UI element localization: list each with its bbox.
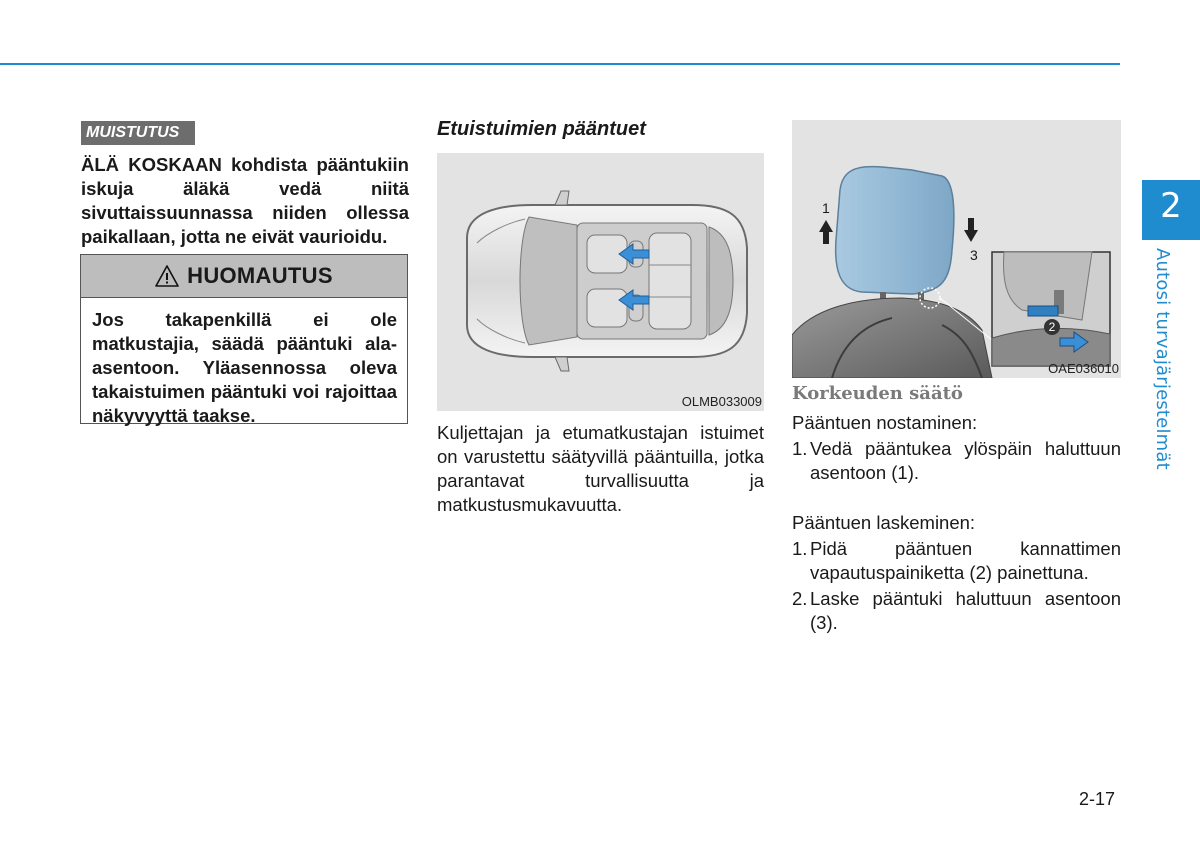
list-item — [792, 437, 1121, 485]
section-heading: Etuistuimien pääntuet — [437, 118, 646, 140]
step-text: Laske pääntuki haluttuun asentoon (3). — [810, 588, 1121, 633]
step-text: Vedä pääntukea ylöspäin haluttuun asentoon (1). — [810, 438, 1121, 483]
figure-label-1: 1 — [822, 200, 830, 216]
caution-text: Jos takapenkillä ei ole matkustajia, säädä pääntuki ala-asentoon. Yläasennossa oleva takaistuimen pääntuki voi rajoittaa näkyvyyttä taakse. — [92, 309, 397, 426]
lower-intro: Pääntuen laskeminen: — [792, 512, 976, 533]
height-adjust-subheading: Korkeuden säätö — [792, 383, 963, 404]
front-headrests-body: Kuljettajan ja etumatkustajan istuimet on varustettu säätyvillä pääntuilla, jotka parantavat turvallisuutta ja matkustusmukavuutta. — [437, 422, 764, 515]
note-label: MUISTUTUS — [81, 121, 195, 145]
page-number: 2-17 — [1079, 789, 1116, 809]
headrest-illustration — [792, 120, 1121, 378]
figure-label-3: 3 — [970, 247, 978, 263]
car-seats-figure — [437, 153, 764, 411]
caution-box — [80, 254, 408, 424]
chapter-title-text: Autosi turvajärjestelmät — [1152, 248, 1173, 470]
step-number: 2. — [792, 588, 808, 609]
figure-code: OAE036010 — [1048, 361, 1119, 376]
figure-code: OLMB033009 — [681, 394, 762, 409]
headrest-adjust-figure — [792, 120, 1121, 378]
list-item — [792, 537, 1121, 585]
raise-intro: Pääntuen nostaminen: — [792, 412, 978, 433]
step-number: 1. — [792, 438, 808, 459]
step-text: Pidä pääntuen kannattimen vapautuspainiketta (2) painettuna. — [810, 538, 1121, 583]
warning-triangle-icon — [155, 265, 179, 287]
header-rule — [0, 63, 1120, 65]
chapter-title — [1152, 248, 1174, 470]
raise-steps — [792, 437, 1121, 487]
list-item — [792, 587, 1121, 635]
caution-title: HUOMAUTUS — [187, 263, 333, 288]
step-number: 1. — [792, 538, 808, 559]
chapter-number: 2 — [1160, 186, 1182, 226]
lower-steps — [792, 537, 1121, 637]
caution-header — [81, 255, 407, 298]
car-topview-illustration — [437, 153, 764, 411]
note-text: ÄLÄ KOSKAAN kohdista pääntukiin iskuja äläkä vedä niitä sivuttaissuunnassa niiden ollessa paikallaan, jotta ne eivät vaurioidu. — [81, 154, 409, 247]
figure-label-2: 2 — [1044, 319, 1060, 335]
